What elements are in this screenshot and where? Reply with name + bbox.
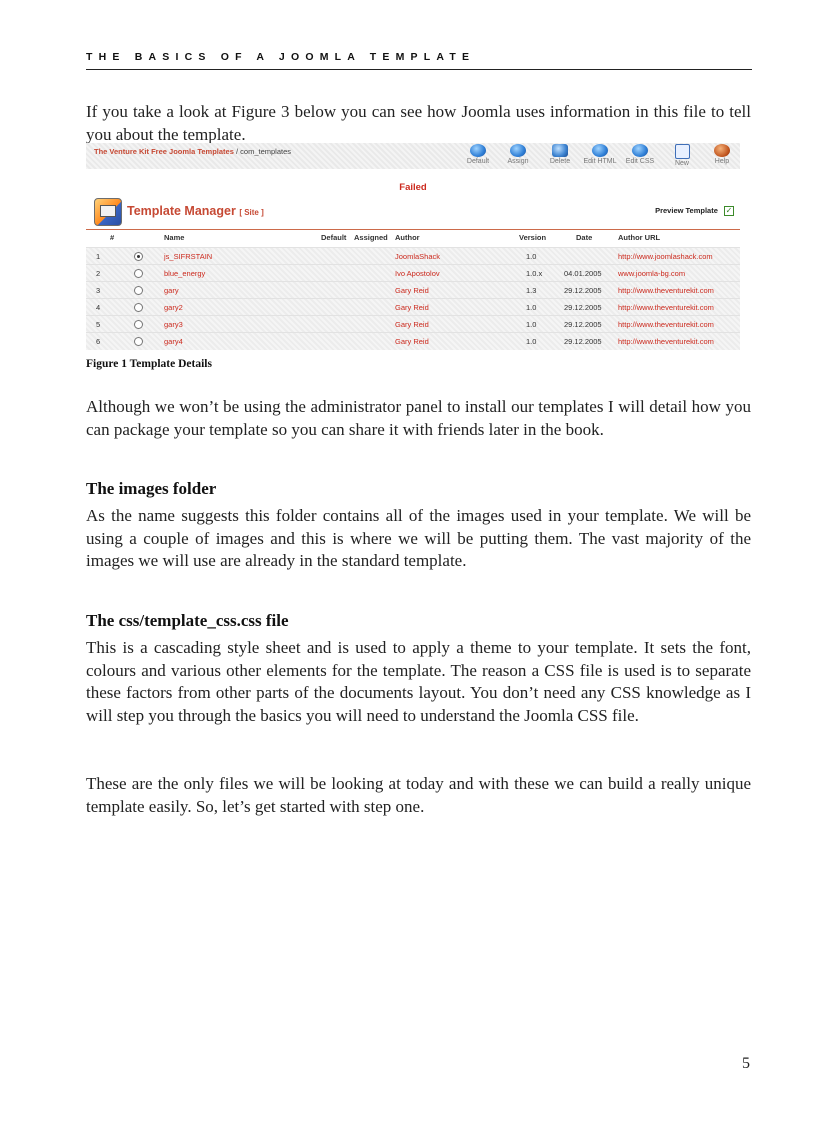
row-radio[interactable] [134,303,143,312]
template-manager-header [86,196,740,226]
globe-icon [510,144,526,157]
version: 1.0 [526,320,537,329]
breadcrumb-component: / com_templates [233,147,292,156]
version: 1.0 [526,303,537,312]
help-button-label: Help [714,158,730,165]
author-url-link[interactable]: www.joomla-bg.com [618,269,686,278]
column-header-name[interactable]: Name [164,233,185,242]
css-file-heading: The css/template_css.css file [86,611,289,630]
delete-button-label: Delete [549,158,571,165]
new-button-label: New [674,160,689,167]
author-url-link[interactable]: http://www.theventurekit.com [618,286,714,295]
row-radio[interactable] [134,337,143,346]
breadcrumb [94,147,291,156]
table-row[interactable] [86,315,740,333]
breadcrumb-site-link[interactable]: The Venture Kit Free Joomla Templates [94,147,234,156]
default-button[interactable] [458,143,498,169]
preview-template-checkbox[interactable]: ✓ [725,206,733,216]
version: 1.0 [526,252,537,261]
table-row[interactable] [86,247,740,265]
table-rule [86,229,740,230]
column-header-default: Default [321,233,347,242]
date: 04.01.2005 [564,269,602,278]
header-rule [86,69,752,70]
author-link[interactable]: Gary Reid [395,337,429,346]
table-row[interactable] [86,281,740,299]
row-radio[interactable] [134,320,143,329]
author-link[interactable]: Gary Reid [395,286,429,295]
author-link[interactable]: Ivo Apostolov [395,269,440,278]
row-number: 5 [96,320,101,329]
template-name-link[interactable]: gary [164,286,179,295]
figure-caption: Figure 1 Template Details [86,358,212,370]
images-folder-heading: The images folder [86,479,217,498]
table-row[interactable] [86,332,740,350]
row-radio[interactable] [134,286,143,295]
row-radio[interactable] [134,252,143,261]
column-header-date: Date [576,233,593,242]
table-row[interactable] [86,264,740,282]
author-url-link[interactable]: http://www.joomlashack.com [618,252,713,261]
author-link[interactable]: JoomlaShack [395,252,441,261]
column-header-author: Author [395,233,420,242]
help-icon [714,144,730,157]
running-header: THE BASICS OF A JOOMLA TEMPLATE [86,51,476,63]
edit-html-button[interactable] [580,143,620,169]
delete-button[interactable] [540,143,580,169]
date: 29.12.2005 [564,337,602,346]
template-name-link[interactable]: gary4 [164,337,183,346]
row-number: 4 [96,303,101,312]
row-number: 3 [96,286,101,295]
template-manager-title: Template Manager [127,204,236,218]
column-header-num: # [110,233,115,242]
edit-html-button-label: Edit HTML [583,158,617,165]
template-name-link[interactable]: gary2 [164,303,183,312]
column-header-assigned: Assigned [354,233,388,242]
version: 1.3 [526,286,537,295]
author-link[interactable]: Gary Reid [395,303,429,312]
help-button[interactable] [702,143,740,169]
edit-css-icon [632,144,648,157]
date: 29.12.2005 [564,320,602,329]
author-url-link[interactable]: http://www.theventurekit.com [618,303,714,312]
status-message: Failed [399,182,427,193]
row-number: 1 [96,252,101,261]
author-url-link[interactable]: http://www.theventurekit.com [618,337,714,346]
preview-template-label: Preview Template [655,206,718,215]
row-number: 2 [96,269,101,278]
edit-css-button-label: Edit CSS [625,158,655,165]
edit-html-icon [592,144,608,157]
template-manager-screenshot [86,143,740,356]
version: 1.0 [526,337,537,346]
assign-button-label: Assign [507,158,529,165]
closing-paragraph: These are the only files we will be looking at today and with these we can build a really unique template easily. So, let’s get started with step one. [86,774,751,816]
intro-paragraph: If you take a look at Figure 3 below you can see how Joomla uses information in this file to tell you about the template. [86,102,751,144]
css-file-paragraph: This is a cascading style sheet and is used to apply a theme to your template. It sets the font, colours and various other elements for the template. The reason a CSS file is used is to separate these factors from other parts of the documents layout. You don’t need any CSS knowledge as I will step you through the basics you will need to understand the Joomla CSS file. [86,638,751,725]
preview-template-toggle[interactable] [655,206,734,216]
author-link[interactable]: Gary Reid [395,320,429,329]
page-number: 5 [742,1055,750,1072]
version: 1.0.x [526,269,543,278]
edit-css-button[interactable] [620,143,660,169]
site-tag: [ Site ] [239,208,264,217]
row-radio[interactable] [134,269,143,278]
column-header-url: Author URL [618,233,661,242]
default-button-label: Default [466,158,490,165]
table-header [86,233,740,246]
date: 29.12.2005 [564,303,602,312]
date: 29.12.2005 [564,286,602,295]
template-name-link[interactable]: blue_energy [164,269,206,278]
template-name-link[interactable]: js_SIFRSTAIN [164,252,213,261]
images-folder-paragraph: As the name suggests this folder contains all of the images used in your template. We will be using a couple of images and this is where we will be putting them. The vast majority of the images we will use are already in the standard template. [86,506,751,570]
admin-panel-paragraph: Although we won’t be using the administrator panel to install our templates I will detail how you can package your template so you can share it with friends later in the book. [86,397,751,439]
column-header-version: Version [519,233,547,242]
template-manager-icon [94,198,122,226]
new-button[interactable] [662,143,702,169]
table-row[interactable] [86,298,740,316]
toolbar [86,143,740,169]
delete-icon [552,144,568,157]
row-number: 6 [96,337,101,346]
author-url-link[interactable]: http://www.theventurekit.com [618,320,714,329]
assign-button[interactable] [498,143,538,169]
globe-icon [470,144,486,157]
page-title [127,204,264,218]
new-document-icon [675,144,690,159]
template-name-link[interactable]: gary3 [164,320,183,329]
